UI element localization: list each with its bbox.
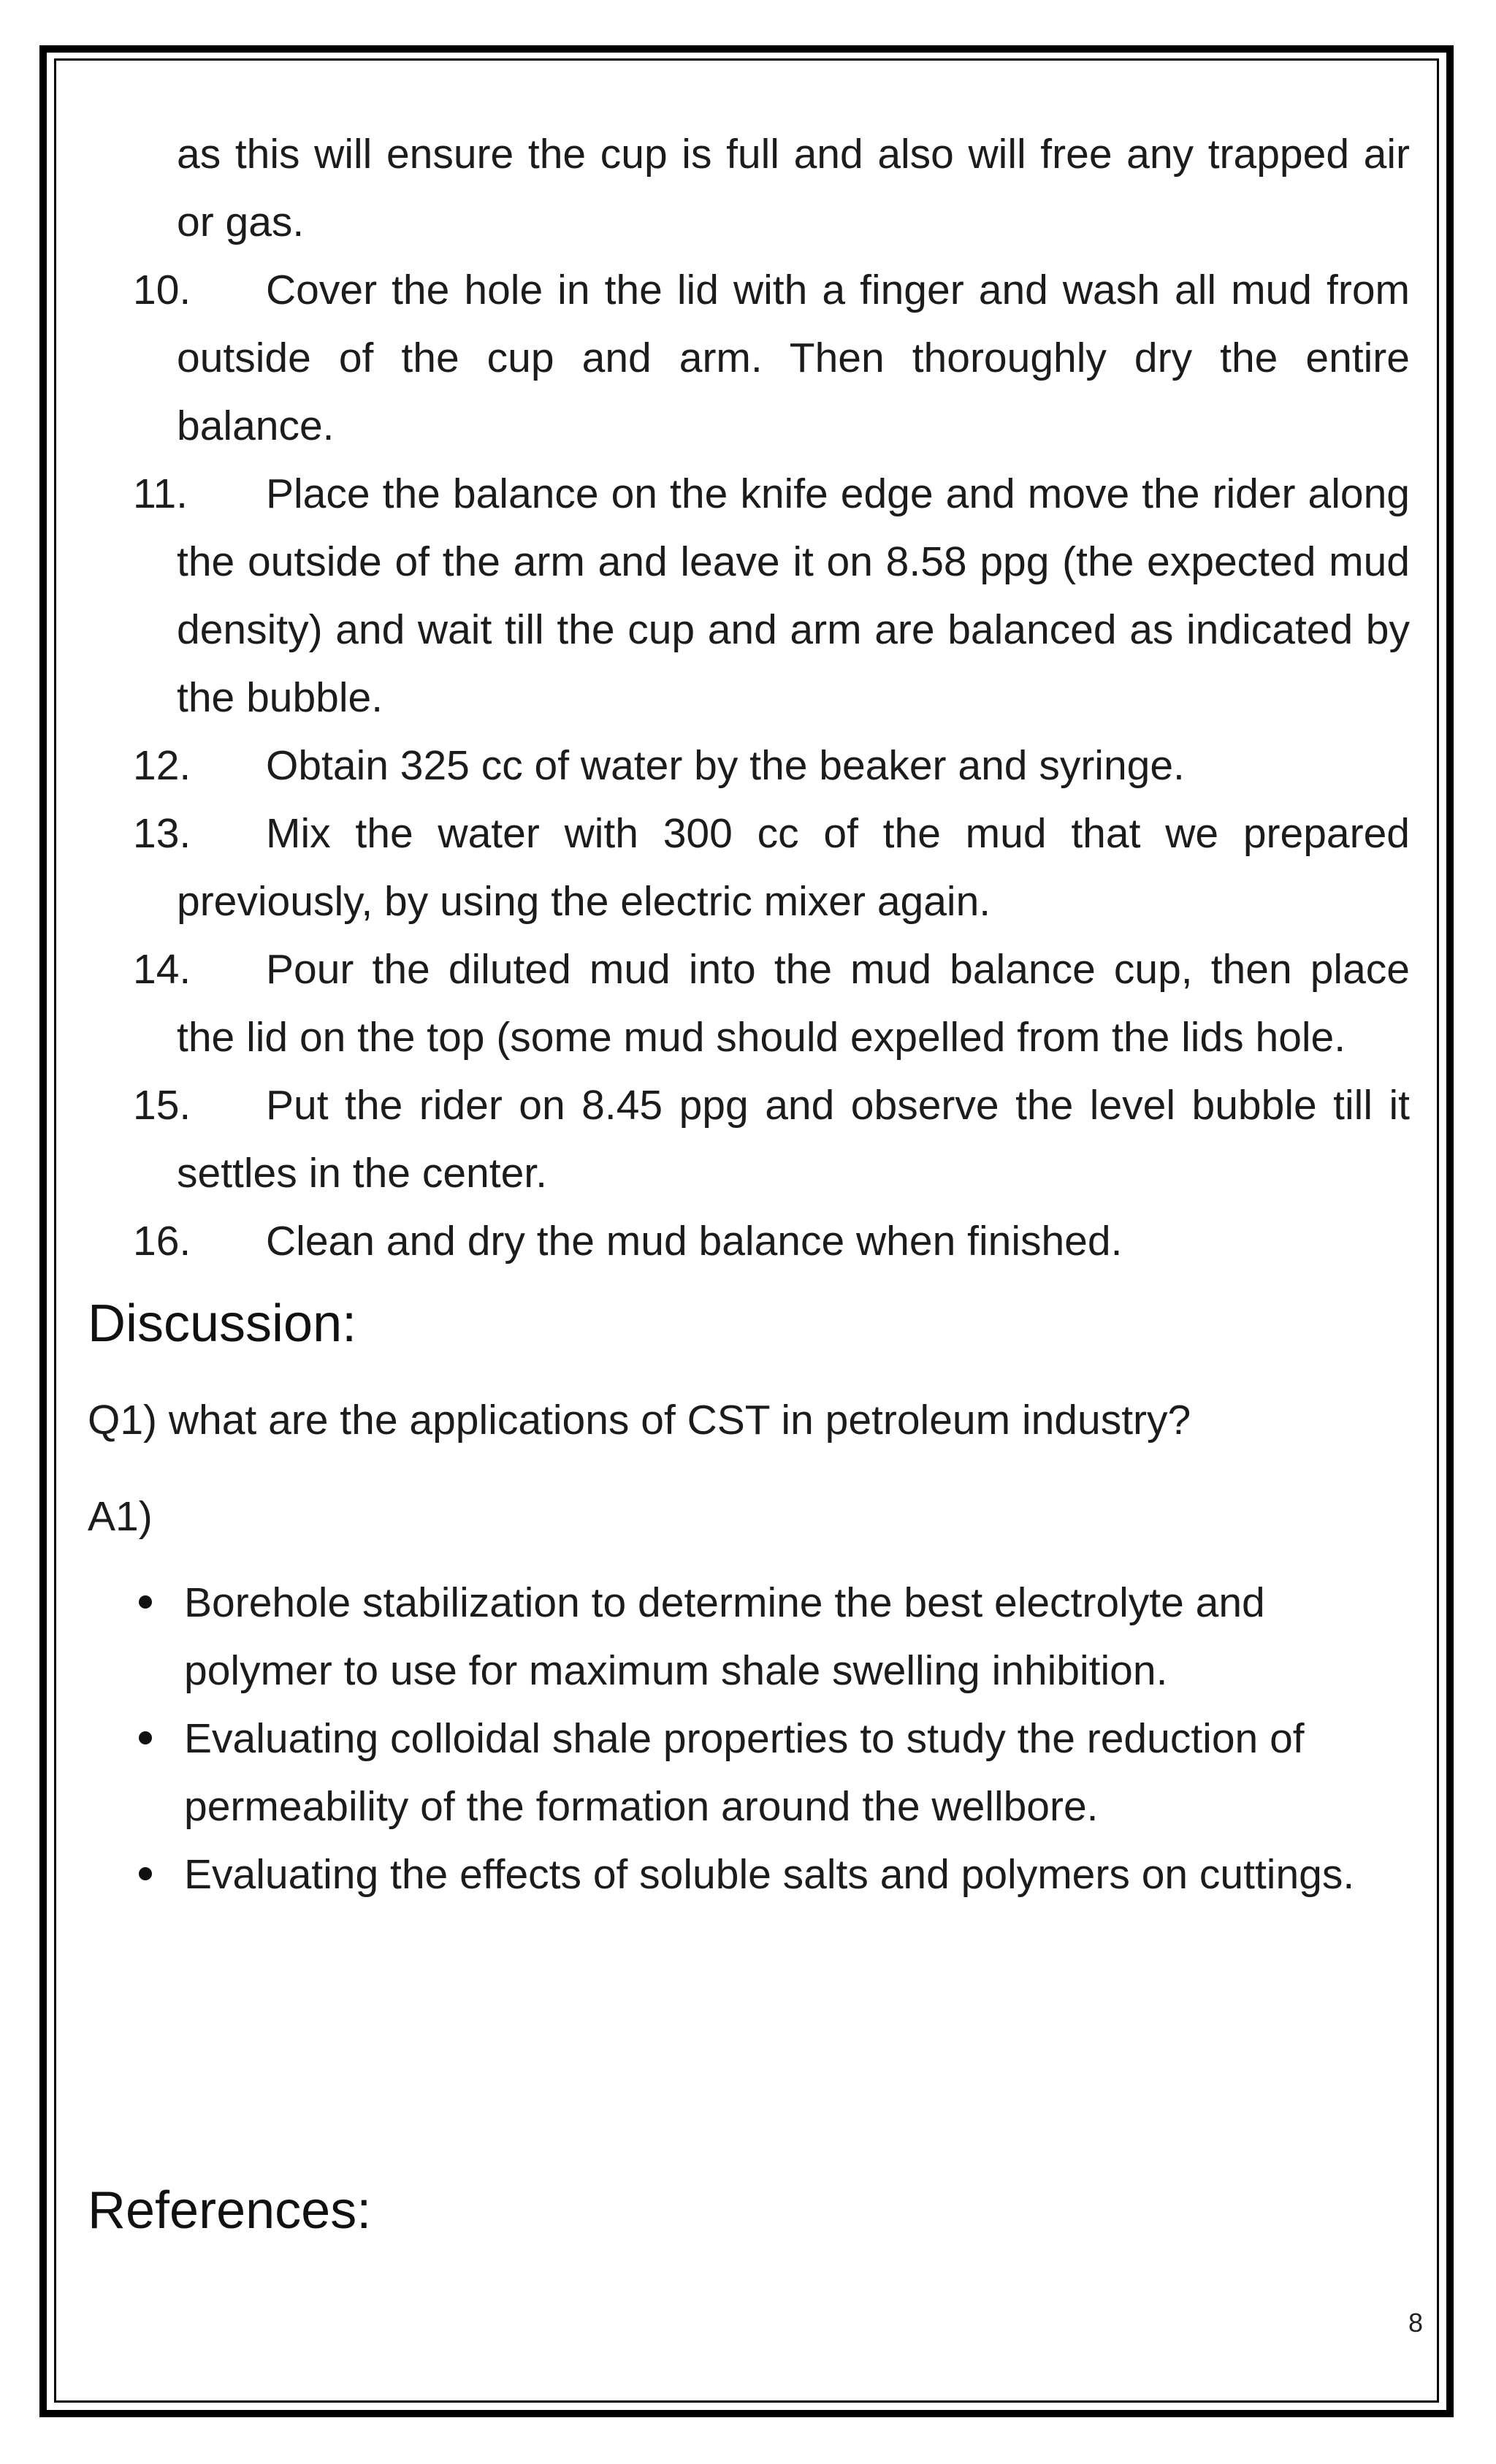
step-10	[88, 256, 1410, 460]
page-number: 8	[1408, 2308, 1423, 2338]
step-text: Clean and dry the mud balance when finished.	[266, 1218, 1123, 1265]
step-number: 16.	[133, 1218, 191, 1265]
step-13	[88, 800, 1410, 936]
step-text: Cover the hole in the lid with a finger and wash all mud from outside of the cup and arm. Then thoroughly dry the entire balance.	[177, 267, 1410, 449]
step-text: Put the rider on 8.45 ppg and observe the level bubble till it settles in the center.	[177, 1082, 1410, 1197]
list-item	[88, 1705, 1395, 1841]
step-number: 10.	[133, 267, 191, 313]
step-text: Place the balance on the knife edge and move the rider along the outside of the arm and leave it on 8.58 ppg (the expected mud density) and wait till the cup and arm are balanced as indicated by the bubble.	[177, 470, 1410, 721]
step-number: 12.	[133, 742, 191, 789]
step-text: Mix the water with 300 cc of the mud that we prepared previously, by using the electric mixer again.	[177, 810, 1410, 925]
step-number: 13.	[133, 810, 191, 857]
step-text: Obtain 325 cc of water by the beaker and syringe.	[266, 742, 1185, 789]
step-14	[88, 936, 1410, 1072]
bullet-icon	[139, 1595, 152, 1609]
list-item	[88, 1569, 1395, 1705]
step-text: Pour the diluted mud into the mud balance cup, then place the lid on the top (some mud should expelled from the lids hole.	[177, 946, 1410, 1061]
answer-bullet-list	[88, 1569, 1395, 1909]
list-item	[88, 1841, 1395, 1909]
step-text: as this will ensure the cup is full and also will free any trapped air or gas.	[177, 131, 1410, 245]
bullet-text: Evaluating the effects of soluble salts and polymers on cuttings.	[184, 1851, 1355, 1898]
step-number: 11.	[133, 470, 188, 517]
bullet-icon	[139, 1867, 152, 1880]
references-heading: References:	[88, 2181, 372, 2240]
discussion-question: Q1) what are the applications of CST in petroleum industry?	[88, 1397, 1191, 1443]
answer-label: A1)	[88, 1493, 153, 1540]
bullet-text: Borehole stabilization to determine the best electrolyte and polymer to use for maximum shale swelling inhibition.	[184, 1579, 1265, 1694]
bullet-icon	[139, 1731, 152, 1744]
step-15	[88, 1072, 1410, 1208]
step-16	[88, 1208, 1410, 1275]
step-11	[88, 460, 1410, 732]
step-12	[88, 732, 1410, 800]
step-continuation	[88, 121, 1410, 256]
step-number: 15.	[133, 1082, 191, 1129]
procedure-steps	[88, 121, 1410, 1275]
bullet-text: Evaluating colloidal shale properties to study the reduction of permeability of the formation around the wellbore.	[184, 1715, 1305, 1830]
discussion-heading: Discussion:	[88, 1294, 357, 1353]
step-number: 14.	[133, 946, 191, 993]
